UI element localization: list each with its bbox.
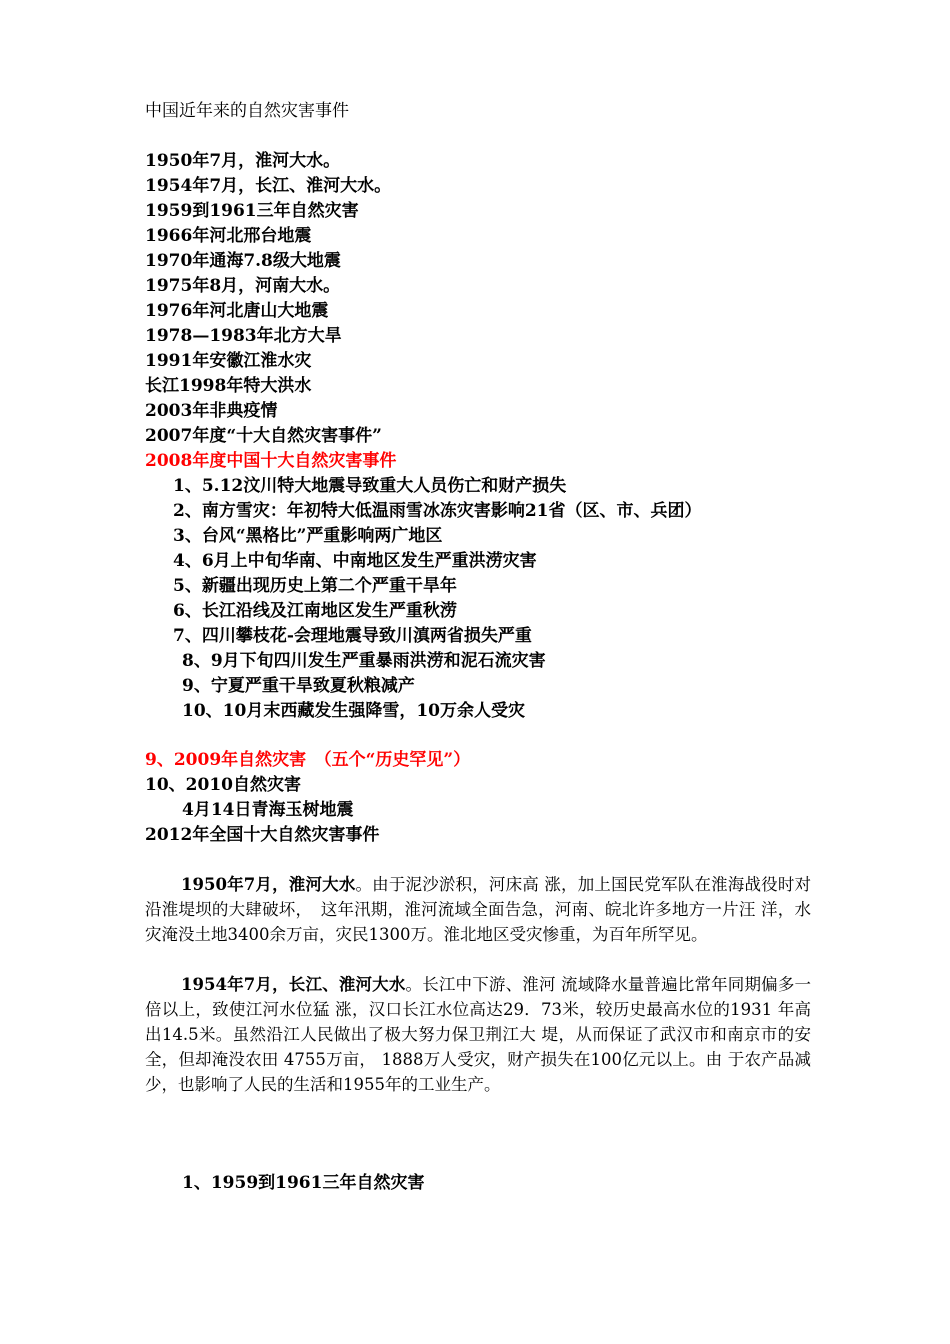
list-item: 2007年度“十大自然灾害事件” [145,426,382,446]
list-item: 1978—1983年北方大旱 [145,326,342,346]
document-title: 中国近年来的自然灾害事件 [145,101,349,121]
list-item: 1991年安徽江淮水灾 [145,351,312,371]
heading-2008: 2008年度中国十大自然灾害事件 [145,451,397,471]
event-2008-item: 3、台风“黑格比”严重影响两广地区 [173,526,443,546]
event-2008-item: 5、新疆出现历史上第二个严重干旱年 [173,576,457,596]
paragraph-1950 [145,872,811,947]
list-item: 1970年通海7.8级大地震 [145,251,341,271]
event-2008-item: 6、长江沿线及江南地区发生严重秋涝 [173,601,457,621]
event-2008-item: 7、四川攀枝花-会理地震导致川滇两省损失严重 [173,626,532,646]
list-item: 1954年7月，长江、淮河大水。 [145,176,392,196]
event-2008-item: 2、南方雪灾：年初特大低温雨雪冰冻灾害影响21省（区、市、兵团） [173,501,702,521]
list-item: 长江1998年特大洪水 [145,376,312,396]
line-2010: 10、2010自然灾害 [145,775,301,795]
heading-2009: 9、2009年自然灾害 （五个“历史罕见”） [145,750,471,770]
list-item: 1975年8月，河南大水。 [145,276,341,296]
list-item: 1950年7月，淮河大水。 [145,151,341,171]
event-2008-item: 9、宁夏严重干旱致夏秋粮减产 [182,676,415,696]
line-2012: 2012年全国十大自然灾害事件 [145,825,380,845]
list-item: 1959到1961三年自然灾害 [145,201,359,221]
event-2008-item: 10、10月末西藏发生强降雪，10万余人受灾 [182,701,525,721]
list-item: 1976年河北唐山大地震 [145,301,329,321]
event-2008-item: 8、9月下旬四川发生严重暴雨洪涝和泥石流灾害 [182,651,546,671]
paragraph-body: 。由于泥沙淤积，河床高 涨，加上国民党军队在淮海战役时对沿淮堤坝的大肆破坏， 这年汛期，淮河流域全面告急，河南、皖北许多地方一片汪 洋，水灾淹没土地3400余万亩，灾民1300万。淮北地区受灾惨重，为百年所罕见。 [145,875,812,944]
paragraph-1954 [145,972,811,1097]
event-2008-item: 1、5.12汶川特大地震导致重大人员伤亡和财产损失 [173,476,567,496]
paragraph-lead: 1950年7月，淮河大水 [181,875,356,894]
section-heading: 1、1959到1961三年自然灾害 [182,1173,425,1193]
list-item: 1966年河北邢台地震 [145,226,312,246]
paragraph-body: 。长江中下游、淮河 流域降水量普遍比常年同期偏多一倍以上，致使江河水位猛 涨，汉口长江水位高达29．73米，较历史最高水位的1931 年高出14.5米。虽然沿江人民做出了极大努力保卫荆江大 堤，从而保证了武汉市和南京市的安全，但却淹没农田 4755万亩， 1888万人受灾，财产损失在100亿元以上。由 于农产品减少，也影响了人民的生活和1955年的工业生产。 [145,975,812,1094]
event-2008-item: 4、6月上中旬华南、中南地区发生严重洪涝灾害 [173,551,537,571]
list-item: 2003年非典疫情 [145,401,278,421]
line-yushu: 4月14日青海玉树地震 [182,800,354,820]
paragraph-lead: 1954年7月，长江、淮河大水 [181,975,406,994]
